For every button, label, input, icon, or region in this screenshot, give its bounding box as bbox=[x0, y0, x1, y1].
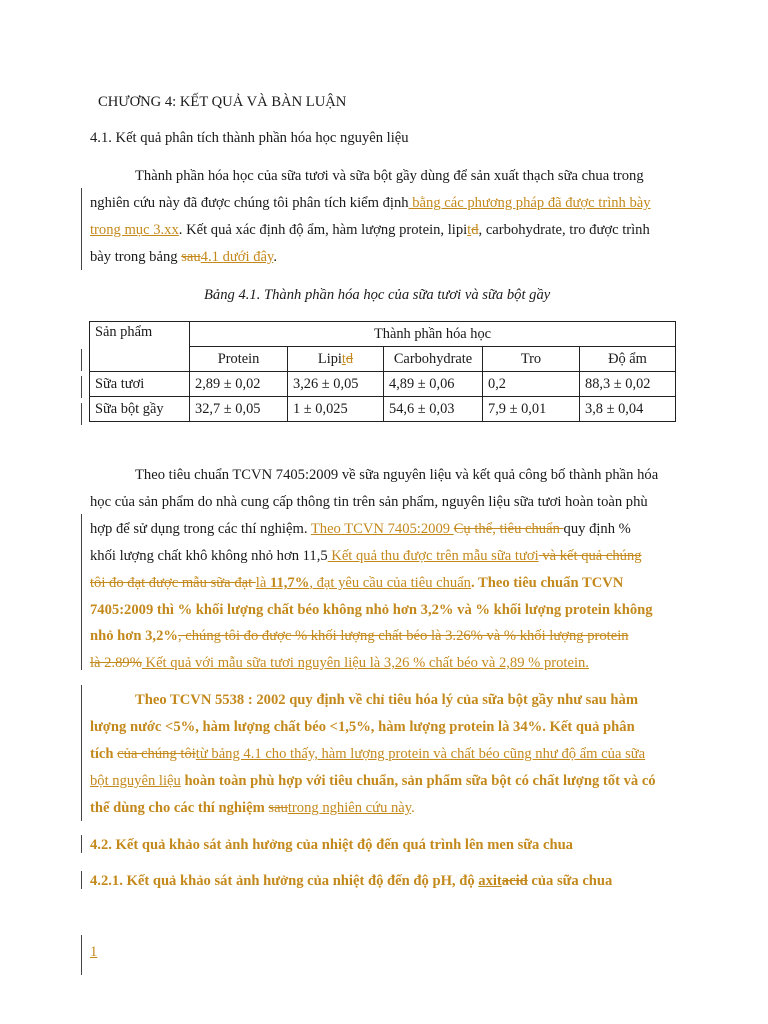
para2-line1: Theo tiêu chuẩn TCVN 7405:2009 về sữa nguyên liệu và kết quả công bố thành phần hóa bbox=[135, 467, 659, 483]
change-bar bbox=[81, 514, 82, 670]
section-4-2-1-title: 4.2.1. Kết quả khảo sát ảnh hưởng của nhiệt độ đến độ pH, độ axitacid của sữa chua bbox=[90, 873, 613, 889]
table-cell-moisture: 88,3 ± 0,02 bbox=[580, 372, 676, 397]
table-cell-lipid: 3,26 ± 0,05 bbox=[288, 372, 384, 397]
change-bar bbox=[81, 935, 82, 975]
tracked-insertion: 4.1 dưới đây bbox=[200, 249, 274, 265]
section-4-1-title: 4.1. Kết quả phân tích thành phần hóa học nguyên liệu bbox=[90, 130, 409, 146]
para2-line5: tôi đo đạt được mẫu sữa đạt là 11,7%, đạt yêu cầu của tiêu chuẩn. Theo tiêu chuẩn TCVN bbox=[90, 575, 624, 591]
table-row bbox=[90, 397, 676, 422]
table-cell-lipid: 1 ± 0,025 bbox=[288, 397, 384, 422]
table-header-moisture: Độ ẩm bbox=[580, 347, 676, 372]
table-cell-protein: 32,7 ± 0,05 bbox=[190, 397, 288, 422]
page-number: 1 bbox=[90, 944, 98, 960]
table-cell-ash: 7,9 ± 0,01 bbox=[483, 397, 580, 422]
change-bar bbox=[81, 188, 82, 270]
change-bar bbox=[81, 685, 82, 821]
table-cell-product: Sữa bột gầy bbox=[90, 397, 190, 422]
para1-line3: trong mục 3.xx. Kết quả xác định độ ẩm, hàm lượng protein, lipitd, carbohydrate, tro được trình bbox=[90, 222, 650, 238]
table-header-ash: Tro bbox=[483, 347, 580, 372]
table-header-product: Sản phẩm bbox=[90, 322, 190, 372]
para2-line8: là 2.89% Kết quả với mẫu sữa tươi nguyên liệu là 3,26 % chất béo và 2,89 % protein. bbox=[90, 655, 589, 671]
section-4-2-title: 4.2. Kết quả khảo sát ảnh hưởng của nhiệt độ đến quá trình lên men sữa chua bbox=[90, 837, 573, 853]
tracked-deletion: d bbox=[471, 222, 479, 238]
para3-line3: tích của chúng tôitừ bảng 4.1 cho thấy, hàm lượng protein và chất béo cũng như độ ẩm của sữa bbox=[90, 746, 646, 762]
para2-line6: 7405:2009 thì % khối lượng chất béo không nhỏ hơn 3,2% và % khối lượng protein không bbox=[90, 602, 653, 618]
table-row bbox=[90, 372, 676, 397]
chapter-title: CHƯƠNG 4: KẾT QUẢ VÀ BÀN LUẬN bbox=[98, 94, 347, 110]
table-header-group: Thành phần hóa học bbox=[190, 322, 676, 347]
composition-table bbox=[89, 321, 676, 422]
table-header-lipid: Lipitd bbox=[288, 347, 384, 372]
change-bar bbox=[81, 871, 82, 889]
para1-line4: bày trong bảng sau4.1 dưới đây. bbox=[90, 249, 277, 265]
para2-line7: nhỏ hơn 3,2%, chúng tôi đo được % khối lượng chất béo là 3.26% và % khối lượng protein bbox=[90, 628, 629, 644]
change-bar bbox=[81, 403, 82, 425]
para3-line2: lượng nước <5%, hàm lượng chất béo <1,5%, hàm lượng protein là 34%. Kết quả phân bbox=[90, 719, 635, 735]
table-cell-product: Sữa tươi bbox=[90, 372, 190, 397]
para1-line2: nghiên cứu này đã được chúng tôi phân tích kiểm định bằng các phương pháp đã được trình bày bbox=[90, 195, 651, 211]
para3-line5: thể dùng cho các thí nghiệm sautrong nghiên cứu này. bbox=[90, 800, 415, 816]
para1-line1: Thành phần hóa học của sữa tươi và sữa bột gầy dùng để sản xuất thạch sữa chua trong bbox=[135, 168, 644, 184]
table-cell-moisture: 3,8 ± 0,04 bbox=[580, 397, 676, 422]
para2-line4: khối lượng chất khô không nhỏ hơn 11,5 Kết quả thu được trên mẫu sữa tươi và kết quả chúng bbox=[90, 548, 642, 564]
table-header-carbohydrate: Carbohydrate bbox=[384, 347, 483, 372]
table-cell-carbohydrate: 54,6 ± 0,03 bbox=[384, 397, 483, 422]
tracked-deletion: sau bbox=[181, 249, 201, 265]
table-cell-ash: 0,2 bbox=[483, 372, 580, 397]
para3-line4: bột nguyên liệu hoàn toàn phù hợp với tiêu chuẩn, sản phẩm sữa bột có chất lượng tốt và có bbox=[90, 773, 656, 789]
table-caption: Bảng 4.1. Thành phần hóa học của sữa tươi và sữa bột gầy bbox=[204, 287, 551, 303]
table-cell-protein: 2,89 ± 0,02 bbox=[190, 372, 288, 397]
para2-line3: hợp để sử dụng trong các thí nghiệm. Theo TCVN 7405:2009 Cụ thể, tiêu chuẩn quy định % bbox=[90, 521, 631, 537]
para3-line1: Theo TCVN 5538 : 2002 quy định về chỉ tiêu hóa lý của sữa bột gầy như sau hàm bbox=[135, 692, 638, 708]
change-bar bbox=[81, 835, 82, 853]
para2-line2: học của sản phẩm do nhà cung cấp thông tin trên sản phẩm, nguyên liệu sữa tươi hoàn toàn phù bbox=[90, 494, 648, 510]
tracked-insertion: bằng các phương pháp đã được trình bày bbox=[408, 195, 651, 211]
change-bar bbox=[81, 376, 82, 398]
tracked-insertion: trong mục 3.xx bbox=[90, 222, 179, 238]
table-header-protein: Protein bbox=[190, 347, 288, 372]
table-cell-carbohydrate: 4,89 ± 0,06 bbox=[384, 372, 483, 397]
change-bar bbox=[81, 349, 82, 371]
